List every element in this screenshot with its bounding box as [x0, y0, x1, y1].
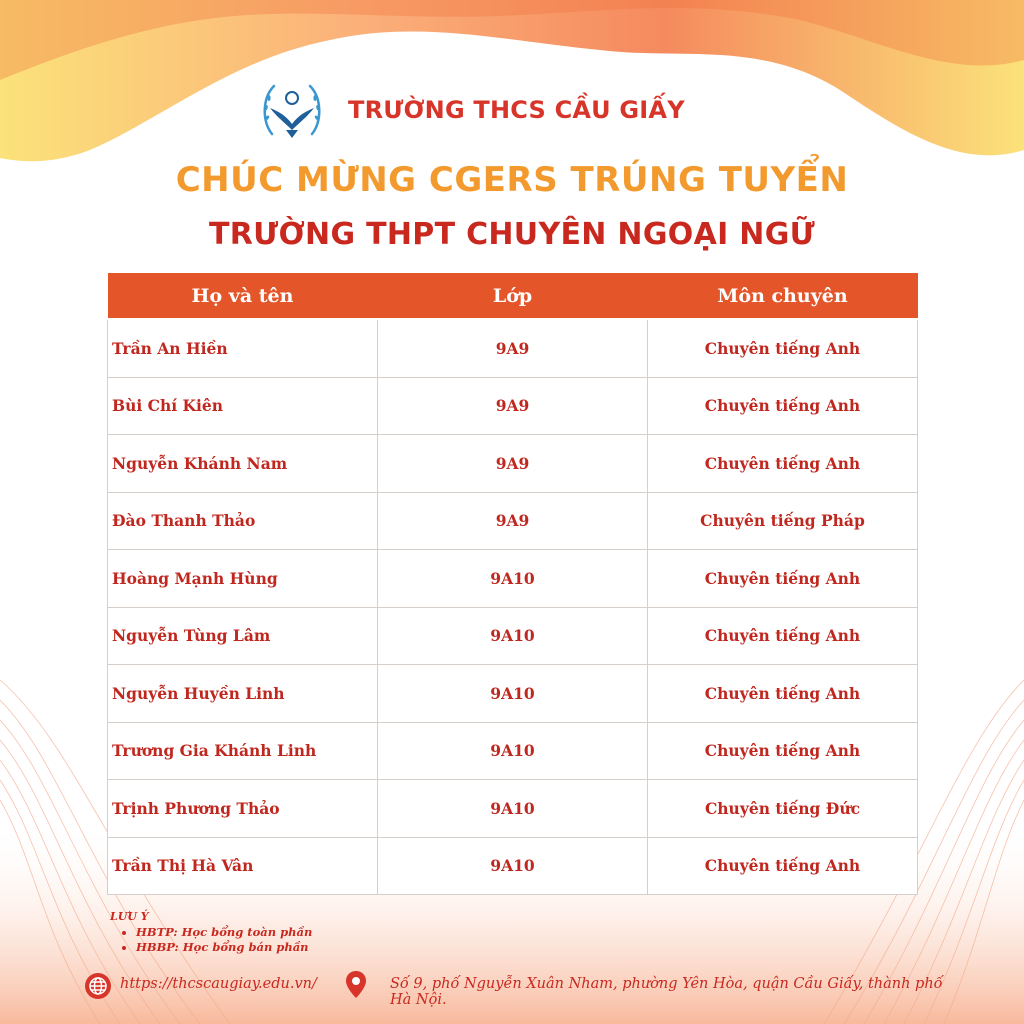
school-emblem-icon: [258, 74, 326, 146]
student-major: Chuyên tiếng Anh: [648, 377, 918, 435]
student-class: 9A10: [378, 550, 648, 608]
website-link[interactable]: https://thcscaugiay.edu.vn/: [120, 976, 317, 992]
table-row: [108, 319, 918, 377]
note-title: LƯU Ý: [110, 910, 149, 923]
table-row: [108, 780, 918, 838]
student-name: Nguyễn Khánh Nam: [108, 435, 378, 493]
table-header-row: [108, 273, 918, 319]
student-major: Chuyên tiếng Anh: [648, 665, 918, 723]
school-header: [258, 74, 685, 146]
table-row: [108, 435, 918, 493]
student-class: 9A9: [378, 319, 648, 377]
student-class: 9A10: [378, 837, 648, 895]
column-header-name: Họ và tên: [108, 273, 378, 319]
note-item: • HBBP: Học bổng bán phần: [136, 940, 312, 955]
target-school-title: TRƯỜNG THPT CHUYÊN NGOẠI NGỮ: [209, 217, 815, 252]
student-major: Chuyên tiếng Đức: [648, 780, 918, 838]
footer: [84, 968, 964, 1008]
table-row: [108, 837, 918, 895]
student-name: Trần An Hiền: [108, 319, 378, 377]
student-major: Chuyên tiếng Pháp: [648, 492, 918, 550]
student-name: Trịnh Phương Thảo: [108, 780, 378, 838]
student-name: Đào Thanh Thảo: [108, 492, 378, 550]
student-name: Nguyễn Huyền Linh: [108, 665, 378, 723]
table-row: [108, 550, 918, 608]
student-class: 9A10: [378, 665, 648, 723]
globe-icon: [84, 972, 112, 1000]
column-header-class: Lớp: [378, 273, 648, 319]
note-item: • HBTP: Học bổng toàn phần: [136, 925, 312, 940]
location-pin-icon: [344, 969, 368, 1001]
student-class: 9A10: [378, 607, 648, 665]
student-name: Bùi Chí Kiên: [108, 377, 378, 435]
table-row: [108, 492, 918, 550]
table-row: [108, 722, 918, 780]
student-class: 9A9: [378, 492, 648, 550]
congratulation-title: CHÚC MỪNG CGERS TRÚNG TUYỂN: [175, 160, 849, 200]
student-major: Chuyên tiếng Anh: [648, 722, 918, 780]
note-section: [110, 910, 312, 955]
student-major: Chuyên tiếng Anh: [648, 550, 918, 608]
student-class: 9A9: [378, 377, 648, 435]
table-row: [108, 377, 918, 435]
school-name: TRƯỜNG THCS CẦU GIẤY: [348, 96, 685, 124]
student-name: Nguyễn Tùng Lâm: [108, 607, 378, 665]
student-class: 9A9: [378, 435, 648, 493]
column-header-major: Môn chuyên: [648, 273, 918, 319]
admission-table: [107, 273, 918, 895]
student-name: Trương Gia Khánh Linh: [108, 722, 378, 780]
student-major: Chuyên tiếng Anh: [648, 435, 918, 493]
table-row: [108, 607, 918, 665]
student-major: Chuyên tiếng Anh: [648, 319, 918, 377]
student-class: 9A10: [378, 780, 648, 838]
school-address: Số 9, phố Nguyễn Xuân Nham, phường Yên Hòa, quận Cầu Giấy, thành phố Hà Nội.: [390, 976, 943, 1008]
student-major: Chuyên tiếng Anh: [648, 837, 918, 895]
table-row: [108, 665, 918, 723]
note-list: [110, 925, 312, 955]
student-name: Trần Thị Hà Vân: [108, 837, 378, 895]
student-major: Chuyên tiếng Anh: [648, 607, 918, 665]
student-class: 9A10: [378, 722, 648, 780]
student-name: Hoàng Mạnh Hùng: [108, 550, 378, 608]
